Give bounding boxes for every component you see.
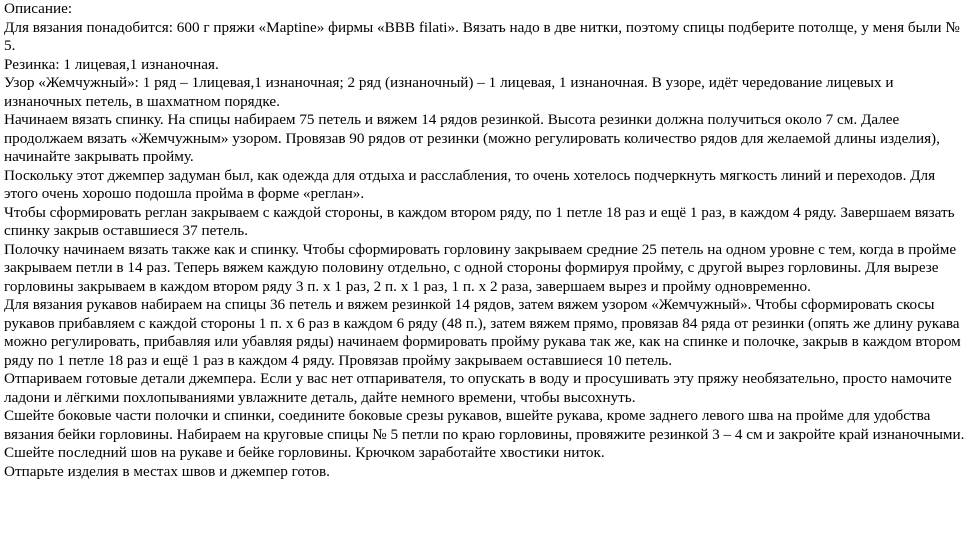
paragraph-sleeves: Для вязания рукавов набираем на спицы 36 петель и вяжем резинкой 14 рядов, затем вяжем узором «Жемчужный». Чтобы сформировать скосы рукавов прибавляем с каждой стороны 1 п. х 6 раз в каждом 6 ряду (48 п.), затем вяжем прямо, провязав 84 ряда от резинки (опять же длину рукава можно регулировать, прибавляя или убавляя ряды) начинаем формировать пройму рукава так же, как на спинке и полочке, закрыв в каждом втором ряду по 1 петле 18 раз и ещё 1 раз в каждом 4 ряду. Провязав пройму закрываем оставшиеся 10 петель. bbox=[4, 296, 961, 369]
paragraph-pearl-pattern: Узор «Жемчужный»: 1 ряд – 1лицевая,1 изнаночная; 2 ряд (изнаночный) – 1 лицевая, 1 изнаночная. В узоре, идёт чередование лицевых и изнаночных петель, в шахматном порядке. bbox=[4, 74, 894, 110]
paragraph-finish: Отпарьте изделия в местах швов и джемпер готов. bbox=[4, 462, 330, 480]
paragraph-assembly: Сшейте боковые части полочки и спинки, соедините боковые срезы рукавов, вшейте рукава, кроме заднего левого шва на пройме для удобства вязания бейки горловины. Набираем на круговые спицы № 5 петли по краю горловины, провяжите резинкой 3 – 4 см и закройте край изнаночными. Сшейте последний шов на рукаве и бейке горловины. Крючком заработайте хвостики ниток. bbox=[4, 407, 965, 461]
paragraph-ribbing: Резинка: 1 лицевая,1 изнаночная. bbox=[4, 55, 219, 73]
paragraph-steaming: Отпариваем готовые детали джемпера. Если у вас нет отпаривателя, то опускать в воду и просушивать эту пряжу необязательно, просто намочите ладони и лёгкими похлопываниями увлажните деталь, дайте немного времени, чтобы высохнуть. bbox=[4, 370, 952, 406]
paragraph-raglan-intro: Поскольку этот джемпер задуман был, как одежда для отдыха и расслабления, то очень хотелось подчеркнуть мягкость линий и переходов. Для этого очень хорошо подошла пройма в форме «реглан». bbox=[4, 166, 936, 202]
paragraph-raglan-shaping: Чтобы сформировать реглан закрываем с каждой стороны, в каждом втором ряду, по 1 петле 18 раз и ещё 1 раз, в каждом 4 ряду. Завершаем вязать спинку закрыв оставшиеся 37 петель. bbox=[4, 203, 955, 239]
paragraph-front: Полочку начинаем вязать также как и спинку. Чтобы сформировать горловину закрываем средние 25 петель на одном уровне с тем, когда в пройме закрываем петли в 14 раз. Теперь вяжем каждую половину отдельно, с одной стороны формируя пройму, с другой вырез горловины. Для вырезе горловины закрываем в каждом втором ряду 3 п. х 1 раз, 2 п. х 1 раз, 1 п. х 2 раза, завершаем вырез и пройму одновременно. bbox=[4, 240, 957, 295]
document-heading: Описание: bbox=[4, 0, 73, 17]
paragraph-back: Начинаем вязать спинку. На спицы набираем 75 петель и вяжем 14 рядов резинкой. Высота резинки должна получиться около 7 см. Далее продолжаем вязать «Жемчужным» узором. Провязав 90 рядов от резинки (можно регулировать количество рядов для желаемой длины изделия), начинайте закрывать пройму. bbox=[4, 111, 940, 165]
paragraph-materials: Для вязания понадобится: 600 г пряжи «Maptine» фирмы «BBB filati». Вязать надо в две нитки, поэтому спицы подберите потолще, у меня были № 5. bbox=[4, 18, 960, 54]
